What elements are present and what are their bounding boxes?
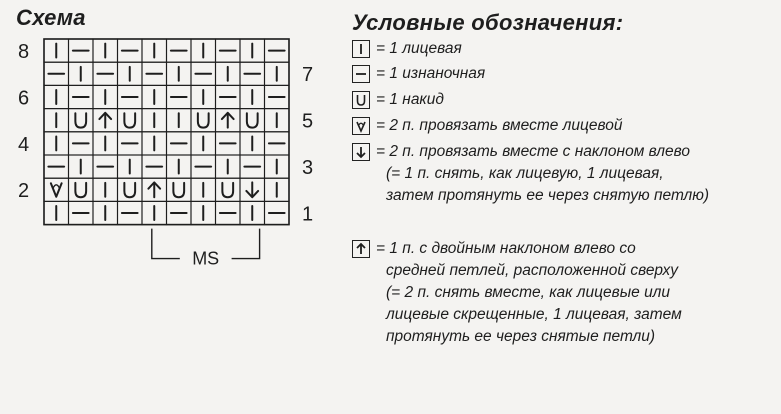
chart-cell-purl-stitch [216, 39, 241, 62]
chart-cell-knit-stitch [265, 178, 290, 201]
chart-cell-knit-stitch [216, 62, 241, 85]
chart-cell-knit-stitch [44, 39, 69, 62]
row-number-right: 5 [302, 110, 314, 133]
chart-cell-knit-stitch [265, 155, 290, 178]
chart-cell-double-decrease [216, 109, 241, 132]
chart-cell-knit-stitch [93, 39, 118, 62]
chart-cell-knit-stitch [44, 85, 69, 108]
chart-cell-purl-stitch [240, 62, 265, 85]
double-decrease-icon [352, 240, 370, 258]
chart-cell-purl-stitch [118, 132, 143, 155]
legend-text: средней петлей, расположенной сверху [386, 262, 679, 279]
legend-title: Условные обозначения: [352, 10, 624, 35]
row-number-left: 8 [18, 41, 30, 64]
legend-text: протянуть ее через снятые петли) [386, 328, 656, 345]
legend-item [352, 38, 462, 60]
chart-cell-knit-stitch [93, 85, 118, 108]
knit-icon [352, 40, 370, 58]
legend-text: = 1 лицевая [376, 40, 462, 57]
chart-cell-purl-stitch [69, 39, 94, 62]
chart-cell-knit-stitch [191, 201, 216, 224]
chart-cell-yarn-over [216, 178, 241, 201]
chart-cell-purl-stitch [265, 85, 290, 108]
chart-cell-k2tog-left [240, 178, 265, 201]
legend-item [352, 141, 709, 207]
chart-cell-yarn-over [69, 109, 94, 132]
chart-cell-knit-stitch [167, 109, 192, 132]
chart-cell-knit-stitch [93, 178, 118, 201]
legend-text: (= 2 п. снять вместе, как лицевые или [386, 284, 671, 301]
legend-item [352, 63, 485, 85]
legend-text: затем протянуть ее через снятую петлю) [386, 187, 710, 204]
ms-label: MS [192, 248, 220, 269]
chart-cell-purl-stitch [240, 155, 265, 178]
chart-cell-purl-stitch [142, 155, 167, 178]
chart-cell-knit-stitch [44, 132, 69, 155]
chart-cell-purl-stitch [69, 132, 94, 155]
legend-item [352, 115, 623, 137]
chart-cell-knit-stitch [69, 62, 94, 85]
chart-cell-purl-stitch [216, 201, 241, 224]
chart-cell-knit-stitch [191, 39, 216, 62]
legend-item [352, 89, 444, 111]
row-number-right: 7 [302, 64, 314, 87]
chart-cell-k2tog [44, 178, 69, 201]
row-number-left: 6 [18, 87, 30, 110]
chart-cell-yarn-over [240, 109, 265, 132]
chart-cell-knit-stitch [167, 62, 192, 85]
chart-cell-knit-stitch [265, 62, 290, 85]
chart-cell-knit-stitch [93, 132, 118, 155]
legend-text: (= 1 п. снять, как лицевую, 1 лицевая, [386, 165, 664, 182]
chart-cell-knit-stitch [240, 132, 265, 155]
chart-cell-knit-stitch [93, 201, 118, 224]
row-number-right: 3 [302, 157, 314, 180]
chart-cell-purl-stitch [118, 39, 143, 62]
chart-cell-knit-stitch [191, 132, 216, 155]
purl-icon [352, 65, 370, 83]
legend-text: = 1 п. с двойным наклоном влево со [376, 240, 636, 257]
chart-cell-purl-stitch [216, 85, 241, 108]
chart-cell-purl-stitch [93, 62, 118, 85]
chart-cell-knit-stitch [44, 201, 69, 224]
chart-cell-knit-stitch [142, 109, 167, 132]
row-number-right: 1 [302, 203, 314, 226]
chart-cell-knit-stitch [240, 85, 265, 108]
legend-item [352, 238, 682, 348]
chart-cell-yarn-over [167, 178, 192, 201]
chart-cell-double-decrease [93, 109, 118, 132]
chart-cell-purl-stitch [265, 39, 290, 62]
row-number-left: 2 [18, 180, 30, 203]
chart-cell-purl-stitch [265, 201, 290, 224]
chart-cell-purl-stitch [118, 85, 143, 108]
chart-cell-purl-stitch [93, 155, 118, 178]
legend-text: = 1 изнаночная [376, 65, 486, 82]
chart-cell-knit-stitch [118, 155, 143, 178]
legend-text: = 1 накид [376, 91, 444, 108]
chart-cell-knit-stitch [142, 201, 167, 224]
chart-cell-purl-stitch [69, 85, 94, 108]
chart-cell-knit-stitch [240, 201, 265, 224]
chart-cell-yarn-over [69, 178, 94, 201]
chart-cell-knit-stitch [191, 178, 216, 201]
chart-cell-purl-stitch [44, 155, 69, 178]
chart-cell-purl-stitch [167, 132, 192, 155]
chart-cell-knit-stitch [118, 62, 143, 85]
chart-cell-double-decrease [142, 178, 167, 201]
chart-cell-yarn-over [118, 178, 143, 201]
legend-text: лицевые скрещенные, 1 лицевая, затем [386, 306, 682, 323]
chart-cell-purl-stitch [44, 62, 69, 85]
chart-cell-knit-stitch [142, 132, 167, 155]
scheme-title: Схема [16, 5, 86, 30]
chart-cell-purl-stitch [142, 62, 167, 85]
chart-cell-knit-stitch [142, 39, 167, 62]
chart-cell-knit-stitch [167, 155, 192, 178]
chart-cell-knit-stitch [142, 85, 167, 108]
chart-cell-purl-stitch [167, 39, 192, 62]
chart-cell-knit-stitch [44, 109, 69, 132]
row-number-left: 4 [18, 133, 30, 156]
chart-cell-yarn-over [191, 109, 216, 132]
chart-cell-purl-stitch [167, 85, 192, 108]
k2tog-left-icon [352, 143, 370, 161]
chart-cell-knit-stitch [265, 109, 290, 132]
chart-cell-purl-stitch [69, 201, 94, 224]
chart-cell-knit-stitch [191, 85, 216, 108]
chart-cell-purl-stitch [167, 201, 192, 224]
chart-cell-knit-stitch [216, 155, 241, 178]
k2tog-icon [352, 117, 370, 135]
legend-text: = 2 п. провязать вместе лицевой [376, 117, 623, 134]
chart-cell-purl-stitch [118, 201, 143, 224]
chart-cell-knit-stitch [240, 39, 265, 62]
chart-cell-purl-stitch [265, 132, 290, 155]
chart-cell-purl-stitch [191, 62, 216, 85]
chart-cell-purl-stitch [191, 155, 216, 178]
chart-cell-purl-stitch [216, 132, 241, 155]
legend-text: = 2 п. провязать вместе с наклоном влево [376, 143, 690, 160]
chart-cell-yarn-over [118, 109, 143, 132]
chart-cell-knit-stitch [69, 155, 94, 178]
yarn-over-icon [352, 91, 370, 109]
